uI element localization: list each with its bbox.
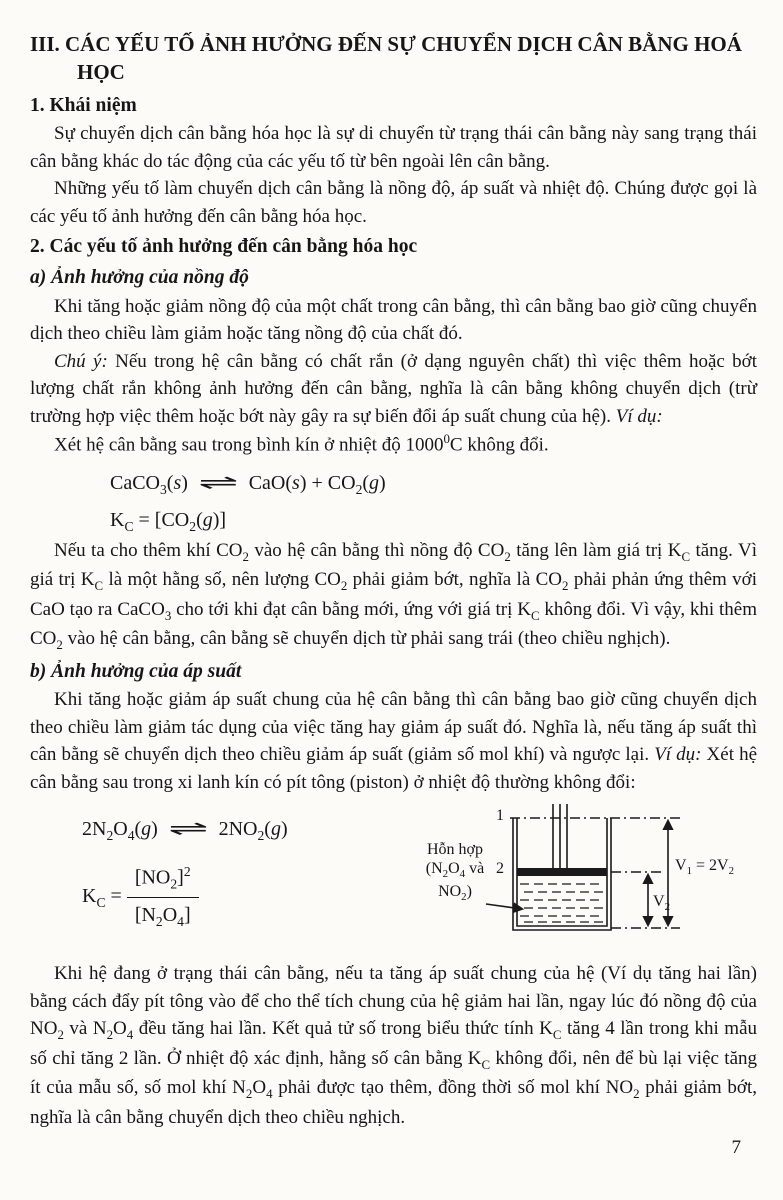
v1-label: $V_1 = 2V_2$	[675, 857, 735, 878]
equation-kc-fraction	[82, 862, 288, 932]
main-heading: III. CÁC YẾU TỐ ẢNH HƯỞNG ĐẾN SỰ CHUYỂN DỊCH CÂN BẰNG HOÁ HỌC	[30, 32, 742, 85]
paragraph-pressure-analysis: Khi hệ đang ở trạng thái cân bằng, nếu ta tăng áp suất chung của hệ (Ví dụ tăng hai lần) bằng cách đẩy pít tông vào để cho thể tích chung của hệ giảm hai lần, ngay lúc đó nồng độ của $NO_2$ và $N_2O_4$ đều tăng hai lần. Kết quả tử số trong biểu thức tính $K_C$ tăng 4 lần trong khi mẫu số chỉ tăng 2 lần. Ở nhiệt độ xác định, hằng số cân bằng $K_C$ không đổi, nên để bù lại việc tăng ít của mẫu số, số mol khí $N_2O_4$ phải được tạo thêm, đồng thời số mol khí $NO_2$ phải giảm bớt, nghĩa là cân bằng chuyển dịch theo chiều nghịch.	[30, 963, 758, 1128]
fraction-denominator: $[N_2O_4]$	[134, 904, 191, 930]
subsection-a-heading: a) Ảnh hưởng của nồng độ	[30, 267, 249, 289]
paragraph-definition: Sự chuyển dịch cân bằng hóa học là sự di chuyển từ trạng thái cân bằng này sang trạng thái cân bằng khác do tác động của các yếu tố từ bên ngoài lên cân bằng.	[30, 122, 757, 172]
fraction	[127, 862, 199, 932]
position-1-label: 1	[496, 807, 504, 825]
section-2-heading: 2. Các yếu tố ảnh hưởng đến cân bằng hóa học	[30, 236, 418, 258]
piston-cylinder-diagram	[412, 804, 757, 946]
paragraph-example-intro: Xét hệ cân bằng sau trong bình kín ở nhiệt độ 1000$^0$C không đổi.	[54, 431, 549, 456]
equation-caco3: CaCO$_3$(s) ⇌ $CaO(s) + CO_2(g)$	[110, 470, 386, 498]
mixture-label: Hỗn hợp ($N_2O_4$ và $NO_2$)	[425, 841, 485, 903]
equation-n2o4: $2N_2O_4(g)$ ⇌ $2NO_2(g)$	[82, 816, 288, 844]
paragraph-concentration-rule: Khi tăng hoặc giảm nồng độ của một chất trong cân bằng, thì cân bằng bao giờ cũng chuyển dịch theo chiều làm giảm hoặc tăng nồng độ của chất đó.	[30, 295, 757, 345]
equation-kc-co2: $K_C = [CO_2(g)]$	[110, 508, 227, 534]
subsection-b-heading: b) Ảnh hưởng của áp suất	[30, 660, 242, 682]
paragraph-pressure-rule: Khi tăng hoặc giảm áp suất chung của hệ cân bằng thì cân bằng bao giờ cũng chuyển dịch theo chiều làm giảm tác dụng của việc tăng hay giảm áp suất đó. Nghĩa là, nếu tăng áp suất thì cân bằng sẽ chuyển dịch theo chiều giảm áp suất (giảm số mol khí) và ngược lại. Ví dụ: Xét hệ cân bằng sau trong xi lanh kín có pít tông (piston) ở nhiệt độ thường không đổi:	[30, 689, 757, 793]
paragraph-factors: Những yếu tố làm chuyển dịch cân bằng là nồng độ, áp suất và nhiệt độ. Chúng được gọi là các yếu tố ảnh hưởng đến cân bằng hóa học.	[30, 178, 757, 227]
page-number: 7	[731, 1137, 741, 1159]
section-1-heading: 1. Khái niệm	[30, 94, 137, 116]
equation-diagram-row	[30, 804, 757, 946]
fraction-numerator: $[NO_2]^2$	[127, 862, 199, 898]
paragraph-co2-analysis: Nếu ta cho thêm khí $CO_2$ vào hệ cân bằng thì nồng độ $CO_2$ tăng lên làm giá trị $K_C$ tăng. Vì giá trị $K_C$ là một hằng số, nên lượng $CO_2$ phải giảm bớt, nghĩa là $CO_2$ phải phản ứng thêm với CaO tạo ra CaCO$_3$ cho tới khi đạt cân bằng mới, ứng với giá trị $K_C$ không đổi. Vì vậy, khi thêm $CO_2$ vào hệ cân bằng, cân bằng sẽ chuyển dịch từ phải sang trái (theo chiều nghịch).	[30, 539, 758, 653]
v2-label: $V_2$	[653, 893, 670, 914]
equation-column	[82, 804, 288, 932]
paragraph-note: Chú ý: Nếu trong hệ cân bằng có chất rắn (ở dạng nguyên chất) thì việc thêm hoặc bớt lượng chất rắn không ảnh hưởng đến cân bằng, nghĩa là cân bằng không chuyển dịch (trừ trường hợp việc thêm hoặc bớt này gây ra sự biến đổi áp suất chung của hệ). Ví dụ:	[30, 350, 757, 427]
position-2-label: 2	[496, 860, 504, 878]
kc-label: $K_C$ =	[82, 884, 122, 910]
piston-plate	[517, 868, 607, 876]
